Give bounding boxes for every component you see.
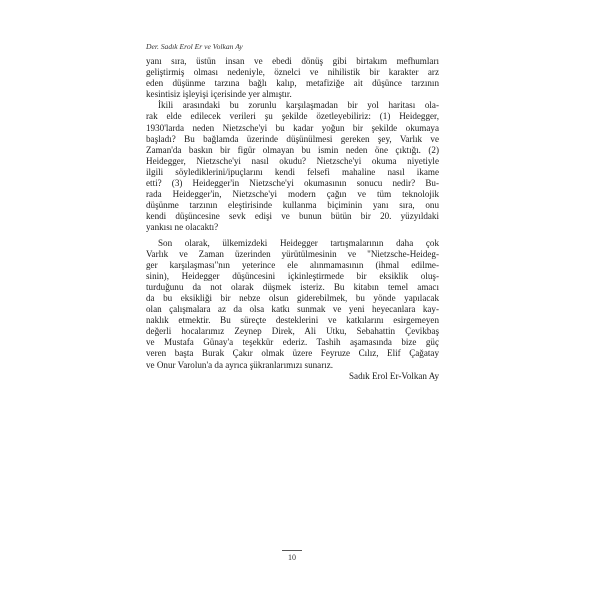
- text-line: eden düşünme tarzına bağlı kalıp, metafiziğe ait düşünce tarzının: [146, 78, 439, 89]
- text-line: değerli hocalarımız Zeynep Direk, Ali Utku, Sebahattin Çevikbaş: [146, 326, 439, 337]
- footer-rule: [282, 550, 302, 551]
- text-line: Varlık ve Zaman üzerinden yürütülmesinin ve "Nietzsche-Heideg-: [146, 248, 439, 259]
- text-line: naklık etmektir. Bu süreçte desteklerini ve katkılarını esirgemeyen: [146, 315, 439, 326]
- text-line: ger karşılaşması"nın yeterince ele alınmamasının (ihmal edilme-: [146, 259, 439, 270]
- text-line: veren başta Burak Çakır olmak üzere Feyruze Cılız, Elif Çağatay: [146, 348, 439, 359]
- text-line: rada Heidegger'in, Nietzsche'yi modern çağın ve tüm teknolojik: [146, 189, 439, 200]
- text-line: ilgili söylediklerini/ipuçlarını kendi felsefi mahaline nasıl ikame: [146, 166, 439, 177]
- text-line: da bu eksikliği bir nebze olsun giderebilmek, bu yönde yapılacak: [146, 292, 439, 303]
- body-text: [146, 56, 439, 382]
- text-line: yankısı ne olacaktı?: [146, 222, 219, 233]
- text-line: kendi düşüncesine sevk edişi ve bunun bütün bir 20. yüzyıldaki: [146, 211, 439, 222]
- text-line: 1930'larda neden Nietzsche'yi bu kadar yoğun bir şekilde okumaya: [146, 122, 439, 133]
- text-line: turduğunu da not olarak düşmek isteriz. Bu kitabın temel amacı: [146, 281, 439, 292]
- text-line: sinin), Heidegger düşüncesini içkinleştirmede bir eksiklik oluş-: [146, 270, 439, 281]
- text-line: kesintisiz işleyişi içerisinde yer almıştır.: [146, 89, 292, 100]
- text-line: rak elde edilecek verileri şu şekilde özetleyebiliriz: (1) Heidegger,: [146, 111, 439, 122]
- signature: Sadık Erol Er-Volkan Ay: [349, 370, 439, 381]
- running-head: Der. Sadık Erol Er ve Volkan Ay: [146, 42, 243, 51]
- text-line: geliştirmiş olması nedeniyle, öznelci ve nihilistik bir karakter arz: [146, 67, 439, 78]
- text-line: yanı sıra, üstün insan ve ebedi dönüş gibi birtakım mefhumları: [146, 56, 439, 66]
- text-line: Son olarak, ülkemizdeki Heidegger tartışmalarının daha çok: [158, 237, 439, 248]
- page-number: 10: [288, 553, 296, 562]
- text-line: ve Onur Varolun'a da ayrıca şükranlarımızı sunarız.: [146, 359, 334, 370]
- text-line: başladı? Bu bağlamda üzerinde düşünülmesi gereken şey, Varlık ve: [146, 133, 439, 144]
- text-line: ve Mustafa Günay'a teşekkür ederiz. Tashih aşamasında bize güç: [146, 337, 439, 348]
- text-line: İkili arasındaki bu zorunlu karşılaşmadan bir yol haritası ola-: [158, 100, 439, 111]
- text-line: olan çalışmalara az da olsa katkı sunmak ve yeni heyecanlara kay-: [146, 304, 439, 315]
- text-line: düşünme tarzının eleştirisinde kullanma biçiminin yanı sıra, onu: [146, 200, 439, 211]
- text-line: etti? (3) Heidegger'in Nietzsche'yi okumasının sonucu nedir? Bu-: [146, 178, 439, 189]
- text-line: Heidegger, Nietzsche'yi nasıl okudu? Nietzsche'yi okuma niyetiyle: [146, 155, 439, 166]
- text-line: Zaman'da baskın bir figür olmayan bu ismin neden öne çıktığı. (2): [146, 144, 439, 155]
